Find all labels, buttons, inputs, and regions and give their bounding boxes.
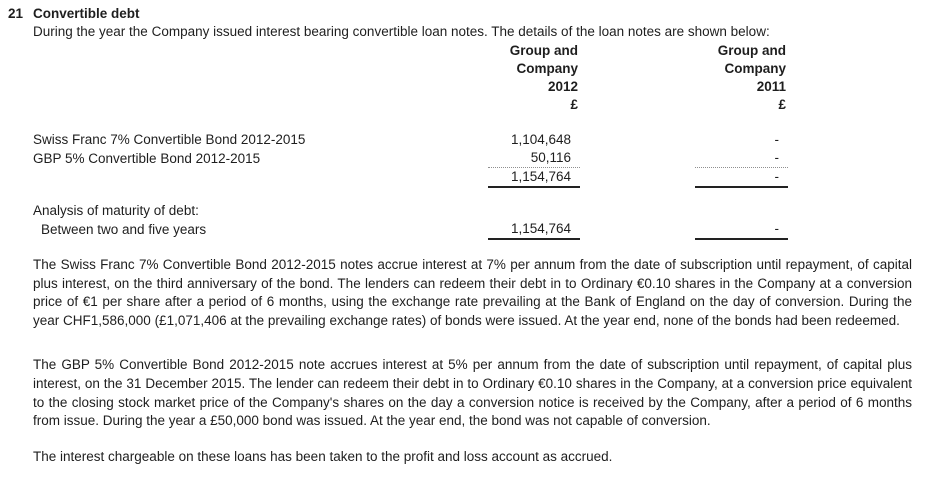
spacer-row — [33, 187, 788, 202]
total-value-2011: - — [695, 168, 788, 188]
header-gap-cell — [580, 42, 695, 114]
header-2012-line3: 2012 — [547, 79, 578, 94]
maturity-value-2012: 1,154,764 — [488, 220, 580, 239]
table-row-total — [33, 168, 788, 188]
maturity-heading: Analysis of maturity of debt: — [33, 203, 199, 218]
table-row-maturity — [33, 220, 788, 239]
header-2012-line1: Group and — [509, 43, 578, 58]
total-value-2012: 1,154,764 — [488, 168, 580, 188]
header-2011-line1: Group and — [717, 43, 786, 58]
row-value-2012: 1,104,648 — [510, 132, 571, 147]
table-row-swiss-bond — [33, 131, 788, 149]
maturity-value-2011: - — [695, 220, 788, 239]
header-2011-cell — [695, 42, 788, 114]
table-header-row — [33, 42, 788, 114]
header-2012-currency: £ — [570, 97, 578, 112]
row-value-2011: - — [695, 149, 788, 168]
table-row-maturity-heading — [33, 202, 788, 220]
table-row-gbp-bond — [33, 149, 788, 168]
header-label-cell — [33, 42, 488, 114]
intro-text: During the year the Company issued interest bearing convertible loan notes. The details of the loan notes are shown below: — [33, 24, 770, 39]
header-2011-currency: £ — [778, 97, 786, 112]
header-2012-line2: Company — [516, 61, 578, 76]
row-label: Swiss Franc 7% Convertible Bond 2012-2015 — [33, 132, 306, 147]
paragraph-closing: The interest chargeable on these loans has been taken to the profit and loss account as accrued. — [33, 448, 613, 464]
header-2011-line3: 2011 — [756, 79, 786, 94]
note-number: 21 — [8, 6, 24, 21]
paragraph-gbp-bond: The GBP 5% Convertible Bond 2012-2015 note accrues interest at 5% per annum from the date of subscription until repayment, of capital plus interest, on the 31 December 2015. The lender can redeem their debt in to Ordinary €0.10 shares in the Company, at a conversion price equivalent to the closing stock market price of the Company's shares on the day a conversion notice is received by the Company, after a period of 6 months from issue. During the year a £50,000 bond was issued. At the year end, the bond was not capable of conversion. — [33, 357, 912, 429]
header-2011-line2: Company — [724, 61, 786, 76]
note-title: Convertible debt — [33, 6, 140, 21]
row-value-2011: - — [774, 132, 779, 147]
header-2012-cell — [488, 42, 580, 114]
maturity-row-label: Between two and five years — [41, 222, 207, 237]
paragraph-swiss-bond: The Swiss Franc 7% Convertible Bond 2012-2015 notes accrue interest at 7% per annum from the date of subscription until repayment, of capital plus interest, on the third anniversary of the bond. The lenders can redeem their debt in to Ordinary €0.10 shares in the Company at a conversion price of €1 per share after a period of 6 months, using the exchange rate prevailing at the Bank of England on the day of conversion. During the year CHF1,586,000 (£1,071,406 at the prevailing exchange rates) of bonds were issued. At the year end, none of the bonds had been redeemed. — [33, 257, 912, 328]
row-label: GBP 5% Convertible Bond 2012-2015 — [33, 150, 261, 166]
note-heading — [8, 5, 912, 23]
loan-notes-table — [33, 42, 788, 240]
spacer-row — [33, 114, 788, 131]
row-value-2012: 50,116 — [488, 149, 580, 168]
